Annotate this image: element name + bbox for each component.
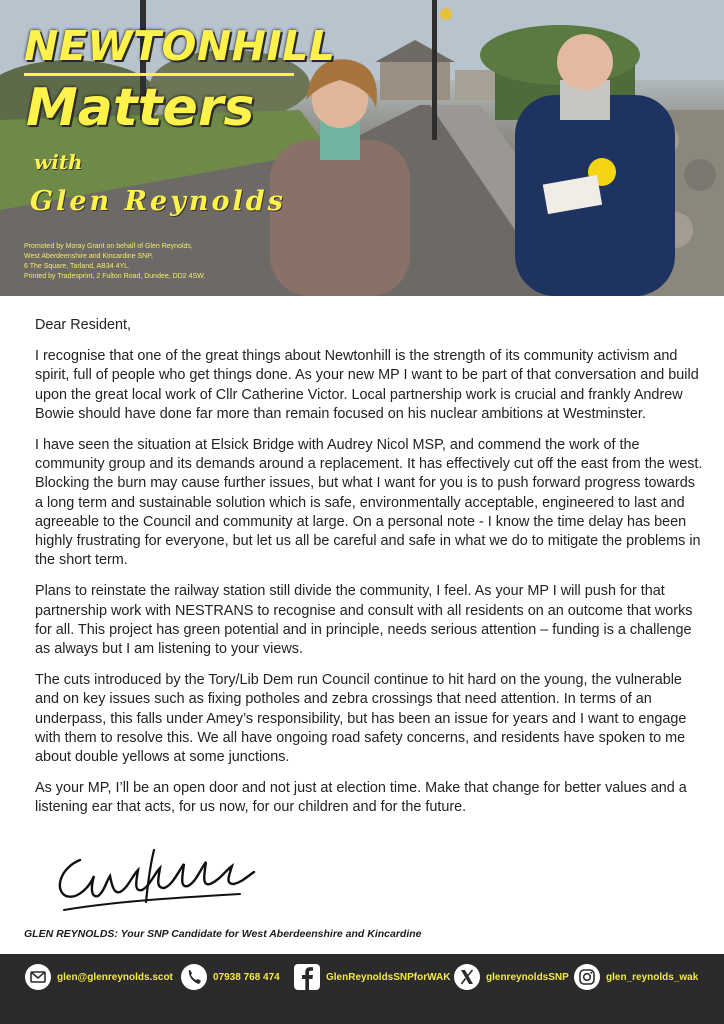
title-rule <box>24 73 294 76</box>
mail-icon <box>24 963 52 991</box>
paragraph-council-cuts: The cuts introduced by the Tory/Lib Dem run Council continue to hit hard on the young, the vulnerable and on key issues such as fixing potholes and zebra crossings that need attention. In terms of an underpass, this falls under Amey’s responsibility, but has been an issue for years and I want to engage with them to resolve this. We all have ongoing road safety concerns, and residents have spoken to me about double yellows at some junctions. <box>35 672 687 766</box>
imprint-line: West Aberdeenshire and Kincardine SNP, <box>24 253 153 260</box>
email-link[interactable] <box>24 962 173 992</box>
letter-body <box>35 316 703 830</box>
signature <box>50 846 260 918</box>
footer-contact-bar <box>0 954 724 1024</box>
imprint-line: 6 The Square, Tarland, AB34 4YL. <box>24 263 130 270</box>
facebook-text: GlenReynoldsSNPforWAK <box>326 971 451 983</box>
candidate-tagline: GLEN REYNOLDS: Your SNP Candidate for West Aberdeenshire and Kincardine <box>24 928 422 940</box>
title-candidate-name: Glen Reynolds <box>30 186 286 217</box>
phone-text: 07938 768 474 <box>213 971 280 983</box>
title-with: with <box>34 150 83 174</box>
x-icon <box>453 963 481 991</box>
instagram-text: glen_reynolds_wak <box>606 971 699 983</box>
instagram-link[interactable] <box>573 962 698 992</box>
hero-banner <box>0 0 724 296</box>
facebook-link[interactable] <box>293 962 450 992</box>
phone-icon <box>180 963 208 991</box>
imprint <box>24 242 284 282</box>
x-text: glenreynoldsSNP <box>486 971 569 983</box>
imprint-line: Promoted by Moray Grant on behalf of Glen Reynolds, <box>24 243 193 250</box>
email-text: glen@glenreynolds.scot <box>57 971 173 983</box>
facebook-icon <box>293 963 321 991</box>
salutation: Dear Resident, <box>35 317 131 333</box>
instagram-icon <box>573 963 601 991</box>
phone-link[interactable] <box>180 962 280 992</box>
paragraph-elsick-bridge: I have seen the situation at Elsick Bridge with Audrey Nicol MSP, and commend the work of the community group and its demands around a replacement. It has effectively cut off the east from the west. Blocking the burn may cause further issues, but what I want for you is to push forward progress towards a long term and sustainable solution which is safe, environmentally acceptable, engineered to last and agreeable to the Council and community at large. On a personal note - I know the time delay has been highly frustrating for everyone, but let us all be careful and safe in what we do to mitigate the problems in the short term. <box>35 437 703 569</box>
paragraph-community: I recognise that one of the great things about Newtonhill is the strength of its community activism and spirit, full of people who get things done. As your new MP I want to be part of that conversation and build upon the great local work of Cllr Catherine Victor. Local partnership work is crucial and frankly Andrew Bowie should have done far more than remain focused on his nuclear ambitions at Westminster. <box>35 348 699 422</box>
x-link[interactable] <box>453 962 569 992</box>
paragraph-railway-station: Plans to reinstate the railway station still divide the community, I feel. As your MP I will push for that partnership work with NESTRANS to recognise and consult with all residents on an outcome that works for all. This project has green potential and in principle, needs serious attention – funding is a challenge as always but I am listening to your views. <box>35 583 693 658</box>
title-newtonhill: NEWTONHILL <box>24 22 336 70</box>
paragraph-open-door: As your MP, I’ll be an open door and not just at election time. Make that change for better values and a listening ear that acts, for us now, for our children and for the future. <box>35 780 687 816</box>
title-matters: Matters <box>26 78 255 138</box>
imprint-line: Printed by Tradesprint, 2 Fulton Road, Dundee, DD2 4SW. <box>24 273 206 280</box>
